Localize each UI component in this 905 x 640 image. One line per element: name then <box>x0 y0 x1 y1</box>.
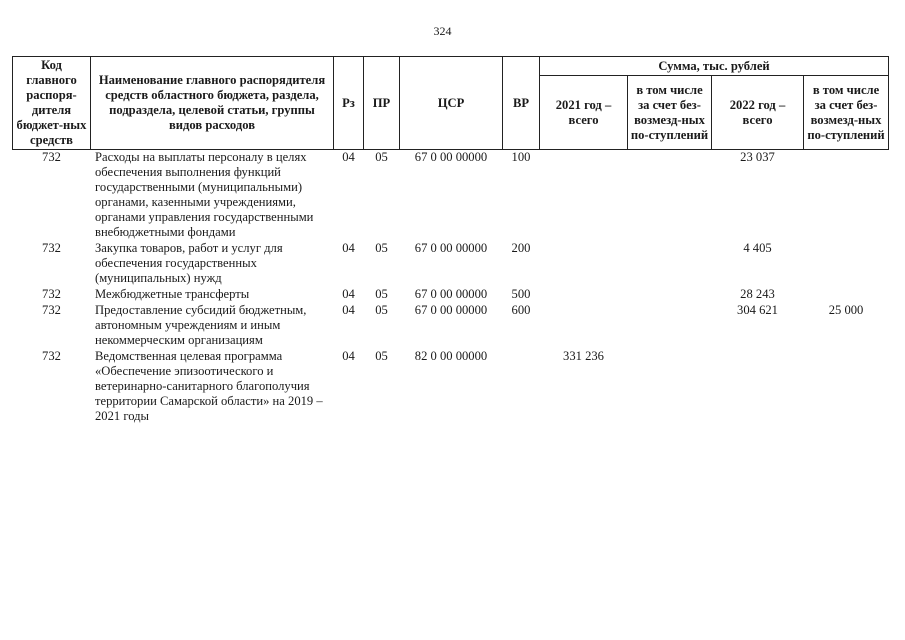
header-2021-free: в том числе за счет без-возмезд-ных по-ступлений <box>628 76 712 150</box>
cell-2022-total: 28 243 <box>740 287 775 301</box>
cell-vr <box>503 349 540 425</box>
cell-2022-free <box>804 287 889 303</box>
table-header <box>13 57 889 150</box>
cell-name: Ведомственная целевая программа «Обеспечение эпизоотического и ветеринарно-санитарного благополучия территории Самарской области» на 2019 – 2021 годы <box>95 349 323 423</box>
cell-2022-free <box>804 349 889 425</box>
cell-csr: 67 0 00 00000 <box>414 150 488 164</box>
cell-csr: 82 0 00 00000 <box>414 349 488 363</box>
header-csr: ЦСР <box>400 57 503 150</box>
header-sum-group: Сумма, тыс. рублей <box>540 57 889 76</box>
cell-code: 732 <box>42 150 61 164</box>
cell-2021-free <box>628 241 712 287</box>
cell-pr: 05 <box>375 349 388 363</box>
cell-2022-free <box>804 150 889 242</box>
cell-vr: 100 <box>511 150 531 164</box>
cell-2021-free <box>628 349 712 425</box>
budget-table <box>12 56 889 425</box>
cell-2021-free <box>628 303 712 349</box>
cell-2021-total <box>540 303 628 349</box>
cell-pr: 05 <box>375 241 388 255</box>
cell-vr: 600 <box>511 303 531 317</box>
cell-csr: 67 0 00 00000 <box>414 241 488 255</box>
cell-2021-total <box>540 241 628 287</box>
cell-rz: 04 <box>342 349 355 363</box>
cell-name: Предоставление субсидий бюджетным, автономным учреждениям и иным некоммерческим организациям <box>95 303 307 347</box>
table-row <box>13 303 889 349</box>
cell-name: Закупка товаров, работ и услуг для обеспечения государственных (муниципальных) нужд <box>95 241 283 285</box>
table-row <box>13 241 889 287</box>
cell-2021-free <box>628 150 712 242</box>
cell-2021-total <box>540 287 628 303</box>
cell-csr: 67 0 00 00000 <box>414 287 488 301</box>
cell-2022-total <box>712 349 804 425</box>
cell-name: Расходы на выплаты персоналу в целях обеспечения выполнения функций государственными (муниципальными) органами, казенными учреждениями, органами управления государственными внебюджетными фондами <box>95 150 314 239</box>
cell-2021-free <box>628 287 712 303</box>
cell-2022-free: 25 000 <box>828 303 864 317</box>
table-body <box>13 150 889 426</box>
header-2022-total: 2022 год – всего <box>712 76 804 150</box>
cell-pr: 05 <box>375 303 388 317</box>
cell-code: 732 <box>42 303 61 317</box>
cell-2022-total: 304 621 <box>737 303 778 317</box>
cell-2022-total: 4 405 <box>743 241 772 255</box>
cell-2022-total: 23 037 <box>740 150 775 164</box>
cell-rz: 04 <box>342 150 355 164</box>
header-2021-total: 2021 год – всего <box>540 76 628 150</box>
header-code: Код главного распоря-дителя бюджет-ных средств <box>13 57 91 150</box>
header-2022-free: в том числе за счет без-возмезд-ных по-ступлений <box>804 76 889 150</box>
cell-csr: 67 0 00 00000 <box>414 303 488 317</box>
cell-code: 732 <box>42 241 61 255</box>
table-row <box>13 349 889 425</box>
table-row <box>13 150 889 242</box>
cell-vr: 200 <box>511 241 531 255</box>
header-vr: ВР <box>503 57 540 150</box>
cell-code: 732 <box>42 349 61 363</box>
table-row <box>13 287 889 303</box>
cell-rz: 04 <box>342 241 355 255</box>
cell-pr: 05 <box>375 150 388 164</box>
cell-rz: 04 <box>342 303 355 317</box>
cell-rz: 04 <box>342 287 355 301</box>
cell-code: 732 <box>42 287 61 301</box>
cell-2021-total <box>540 150 628 242</box>
cell-vr: 500 <box>511 287 531 301</box>
page-number: 324 <box>433 24 452 38</box>
cell-2021-total: 331 236 <box>563 349 604 363</box>
cell-name: Межбюджетные трансферты <box>95 287 250 301</box>
cell-2022-free <box>804 241 889 287</box>
header-rz: Рз <box>334 57 364 150</box>
cell-pr: 05 <box>375 287 388 301</box>
header-name: Наименование главного распорядителя средств областного бюджета, раздела, подраздела, целевой статьи, группы видов расходов <box>91 57 334 150</box>
header-pr: ПР <box>364 57 400 150</box>
